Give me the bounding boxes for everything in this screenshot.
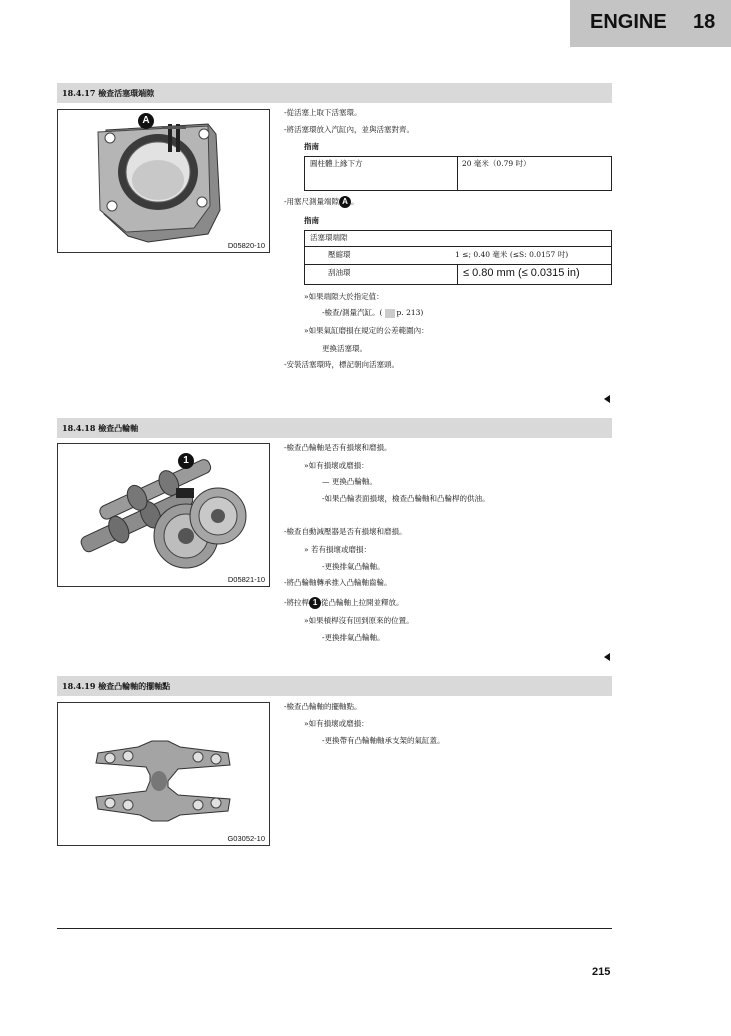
chapter-tab <box>570 0 731 47</box>
condition-text: »如有損壞或磨損： <box>304 719 369 728</box>
step-text <box>284 196 359 208</box>
condition-text: » 若有損壞或磨損： <box>304 545 371 554</box>
callout-a-figure <box>138 110 154 129</box>
callout-1-badge: 1 <box>178 453 194 469</box>
step-text: -從活塞上取下活塞環。 <box>284 108 362 117</box>
table-cell-value: 1 ≤; 0.40 毫米 (≤S: 0.0157 吋) <box>455 250 569 259</box>
figure-code: G03052-10 <box>227 834 265 843</box>
guideline-label: 指南 <box>304 142 319 151</box>
figure-bearing-bracket <box>57 702 270 846</box>
table-cell-label: 刮油環 <box>328 268 351 277</box>
figure-camshaft <box>57 443 270 587</box>
step-text <box>284 597 404 609</box>
section-end-icon <box>604 653 610 661</box>
step-text: -更換排氣凸輪軸。 <box>322 562 385 571</box>
step-text: -安裝活塞環時，標記朝向活塞頭。 <box>284 360 400 369</box>
table-cell-value: 20 毫米（0.79 吋） <box>462 159 531 168</box>
step-text <box>322 308 423 318</box>
callout-a-inline: A <box>339 196 351 208</box>
step-text: — 更換凸輪軸。 <box>322 477 377 486</box>
table-divider <box>457 156 458 191</box>
step-text-part: -將拉桿 <box>284 598 310 607</box>
step-text-part: p. 213) <box>396 308 424 317</box>
step-text: 更換活塞環。 <box>322 344 367 353</box>
camshaft-illustration <box>58 444 269 586</box>
table-rule <box>304 284 612 285</box>
step-text: -檢查凸輪軸的擺軸點。 <box>284 702 362 711</box>
table-divider <box>304 230 305 285</box>
figure-code: D05821-10 <box>227 575 265 584</box>
reference-icon <box>385 309 395 318</box>
step-text-part: -用塞尺測量端隙 <box>284 197 340 206</box>
table-cell-value: ≤ 0.80 mm (≤ 0.0315 in) <box>463 267 580 279</box>
condition-text: »如果端隙大於指定值： <box>304 292 384 301</box>
table-cell-label: 活塞環端隙 <box>310 233 348 242</box>
callout-1-figure <box>178 450 194 469</box>
table-divider <box>457 264 458 285</box>
guideline-label: 指南 <box>304 216 319 225</box>
condition-text: »如有損壞或磨損： <box>304 461 369 470</box>
step-text: -檢查自動減壓器是否有損壞和磨損。 <box>284 527 407 536</box>
table-rule <box>304 246 612 247</box>
callout-1-inline: 1 <box>309 597 321 609</box>
step-text: -如果凸輪表面損壞，檢查凸輪軸和凸輪桿的供油。 <box>322 494 490 503</box>
section-heading-piston-ring-gap: 18.4.17 檢查活塞環端隙 <box>57 83 612 103</box>
page-number: 215 <box>592 966 611 978</box>
step-text-part: 。 <box>351 197 359 206</box>
condition-text: »如果氣缸磨損在規定的公差範圍內： <box>304 326 429 335</box>
section-heading-camshaft: 18.4.18 檢查凸輪軸 <box>57 418 612 438</box>
figure-cylinder <box>57 109 270 253</box>
step-text-part: -檢查/測量汽缸。( <box>322 308 383 317</box>
table-cell-label: 圓柱體上緣下方 <box>310 159 363 168</box>
step-text: -將活塞環放入汽缸內，並與活塞對齊。 <box>284 125 415 134</box>
callout-a-badge: A <box>138 113 154 129</box>
figure-code: D05820-10 <box>227 241 265 250</box>
step-text: -更換排氣凸輪軸。 <box>322 633 385 642</box>
step-text: -檢查凸輪軸是否有損壞和磨損。 <box>284 443 392 452</box>
cylinder-illustration <box>58 110 269 252</box>
table-divider <box>611 230 612 285</box>
table-rule <box>304 264 612 265</box>
bearing-bracket-illustration <box>58 703 269 845</box>
chapter-number: 18 <box>693 11 716 33</box>
section-heading-rocker-points: 18.4.19 檢查凸輪軸的擺軸點 <box>57 676 612 696</box>
step-text-part: 從凸輪軸上拉開並釋放。 <box>321 598 404 607</box>
table-rule <box>304 230 612 231</box>
footer-rule <box>57 928 612 929</box>
chapter-title: ENGINE <box>590 11 667 33</box>
step-text: -更換帶有凸輪軸軸承支架的氣缸蓋。 <box>322 736 445 745</box>
section-end-icon <box>604 395 610 403</box>
table-cell-label: 壓縮環 <box>328 250 351 259</box>
condition-text: »如果槓桿沒有回到原來的位置。 <box>304 616 414 625</box>
step-text: -將凸輪軸轉承推入凸輪軸齒輪。 <box>284 578 392 587</box>
